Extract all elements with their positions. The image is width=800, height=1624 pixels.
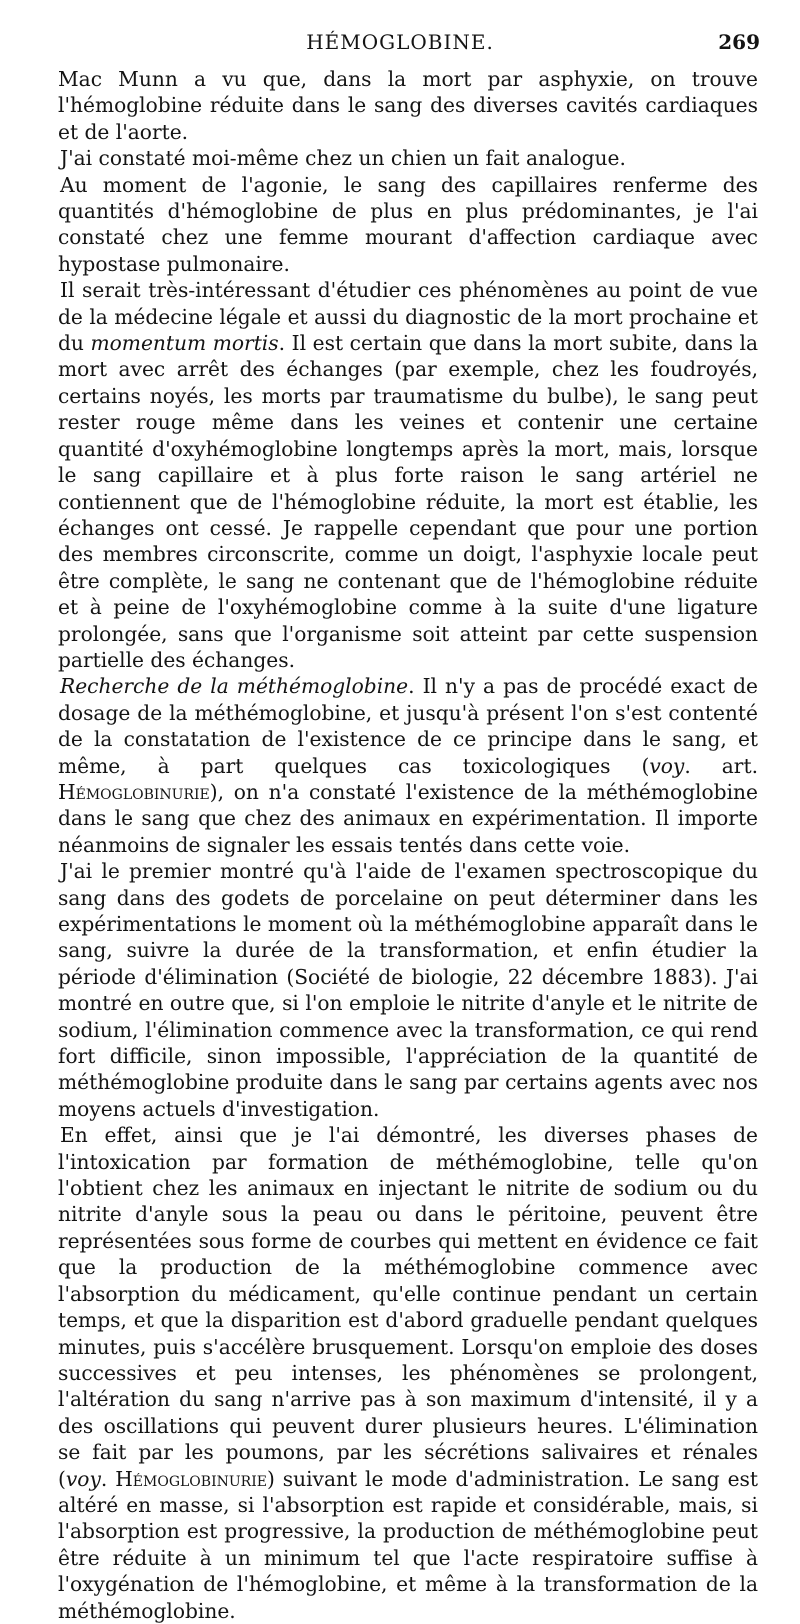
paragraph-5-text-c: ), on n'a constaté l'existence de la méthémoglobine dans le sang que chez des animaux en expérimentation. Il importe néanmoins de signaler les essais tentés dans cette voie.	[58, 779, 758, 857]
paragraph-7-text-b: .	[100, 1466, 116, 1491]
paragraph-4-text-a: Il serait très-intéressant d'étudier ces phénomènes au point de vue de la médecine légale et aussi du diagnostic de la mort prochaine et du	[58, 278, 758, 356]
paragraph-2: J'ai constaté moi-même chez un chien un fait analogue.	[60, 146, 626, 171]
page-body	[58, 66, 758, 1624]
paragraph-5-text-b: . art.	[684, 753, 758, 778]
running-title: HÉMOGLOBINE.	[306, 30, 494, 54]
paragraph-5-text-a: . Il n'y a pas de procédé exact de dosage de la méthémoglobine, et jusqu'à présent l'on s'est contenté de la constatation de l'existence de ce principe dans le sang, et même, à part quelques cas toxicologiques (	[58, 674, 758, 778]
paragraph-1: Mac Munn a vu que, dans la mort par asphyxie, on trouve l'hémoglobine réduite dans le sang des diverses cavités cardiaques et de l'aorte.	[58, 67, 758, 144]
paragraph-4	[58, 277, 758, 673]
paragraph-7-text-a: En effet, ainsi que je l'ai démontré, les diverses phases de l'intoxication par formation de méthémoglobine, telle qu'on l'obtient chez les animaux en injectant le nitrite de sodium ou du nitrite d'anyle sous la peau ou dans le péritoine, peuvent être représentées sous forme de courbes qui mettent en évidence ce fait que la production de la méthémoglobine commence avec l'absorption du médicament, qu'elle continue pendant un certain temps, et que la disparition est d'abord graduelle pendant quelques minutes, puis s'accélère brusquement. Lorsqu'on emploie des doses successives et peu intenses, les phénomènes se prolongent, l'altération du sang n'arrive pas à son maximum d'intensité, il y a des oscillations qui peuvent durer plusieurs heures. L'élimination se fait par les poumons, par les sécrétions salivaires et rénales (	[58, 1123, 758, 1491]
voy-reference: voy	[649, 753, 685, 778]
section-heading-methemoglobine: Recherche de la méthémoglobine	[60, 674, 409, 699]
cross-reference-hemoglobinurie-2: Hémoglobinurie	[115, 1466, 267, 1491]
paragraph-7-text-c: ) suivant le mode d'administration. Le sang est altéré en masse, si l'absorption est rapide et considérable, mais, si l'absorption est progressive, la production de méthémoglobine peut être réduite à un minimum tel que l'acte respiratoire suffise à l'oxygénation de l'hémoglobine, et même à la transformation de la méthémoglobine.	[58, 1466, 758, 1623]
cross-reference-hemoglobinurie: Hémoglobinurie	[58, 779, 210, 804]
paragraph-3: Au moment de l'agonie, le sang des capillaires renferme des quantités d'hémoglobine de plus en plus prédominantes, je l'ai constaté chez une femme mourant d'affection cardiaque avec hypostase pulmonaire.	[58, 172, 758, 276]
paragraph-7	[58, 1122, 758, 1624]
paragraph-5	[58, 673, 758, 858]
voy-reference-2: voy	[65, 1466, 101, 1491]
paragraph-4-text-b: . Il est certain que dans la mort subite, dans la mort avec arrêt des échanges (par exemple, chez les foudroyés, certains noyés, les morts par traumatisme du bulbe), le sang peut rester rouge même dans les veines et contenir une certaine quantité d'oxyhémoglobine longtemps après la mort, mais, lorsque le sang capillaire et à plus forte raison le sang artériel ne contiennent que de l'hémoglobine réduite, la mort est établie, les échanges ont cessé. Je rappelle cependant que pour une portion des membres circonscrite, comme un doigt, l'asphyxie locale peut être complète, le sang ne contenant que de l'hémoglobine réduite et à peine de l'oxyhémoglobine comme à la suite d'une ligature prolongée, sans que l'organisme soit atteint par cette suspension partielle des échanges.	[58, 331, 759, 672]
paragraph-6: J'ai le premier montré qu'à l'aide de l'examen spectroscopique du sang dans des godets de porcelaine on peut déterminer dans les expérimentations le moment où la méthémoglobine apparaît dans le sang, suivre la durée de la transformation, et enfin étudier la période d'élimination (Société de biologie, 22 décembre 1883). J'ai montré en outre que, si l'on emploie le nitrite d'anyle et le nitrite de sodium, l'élimination commence avec la transformation, ce qui rend fort difficile, sinon impossible, l'appréciation de la quantité de méthémoglobine produite dans le sang par certains agents avec nos moyens actuels d'investigation.	[58, 859, 758, 1121]
page-header	[40, 28, 760, 58]
page-number: 269	[718, 30, 760, 54]
momentum-mortis-italic: momentum mortis	[90, 331, 279, 356]
